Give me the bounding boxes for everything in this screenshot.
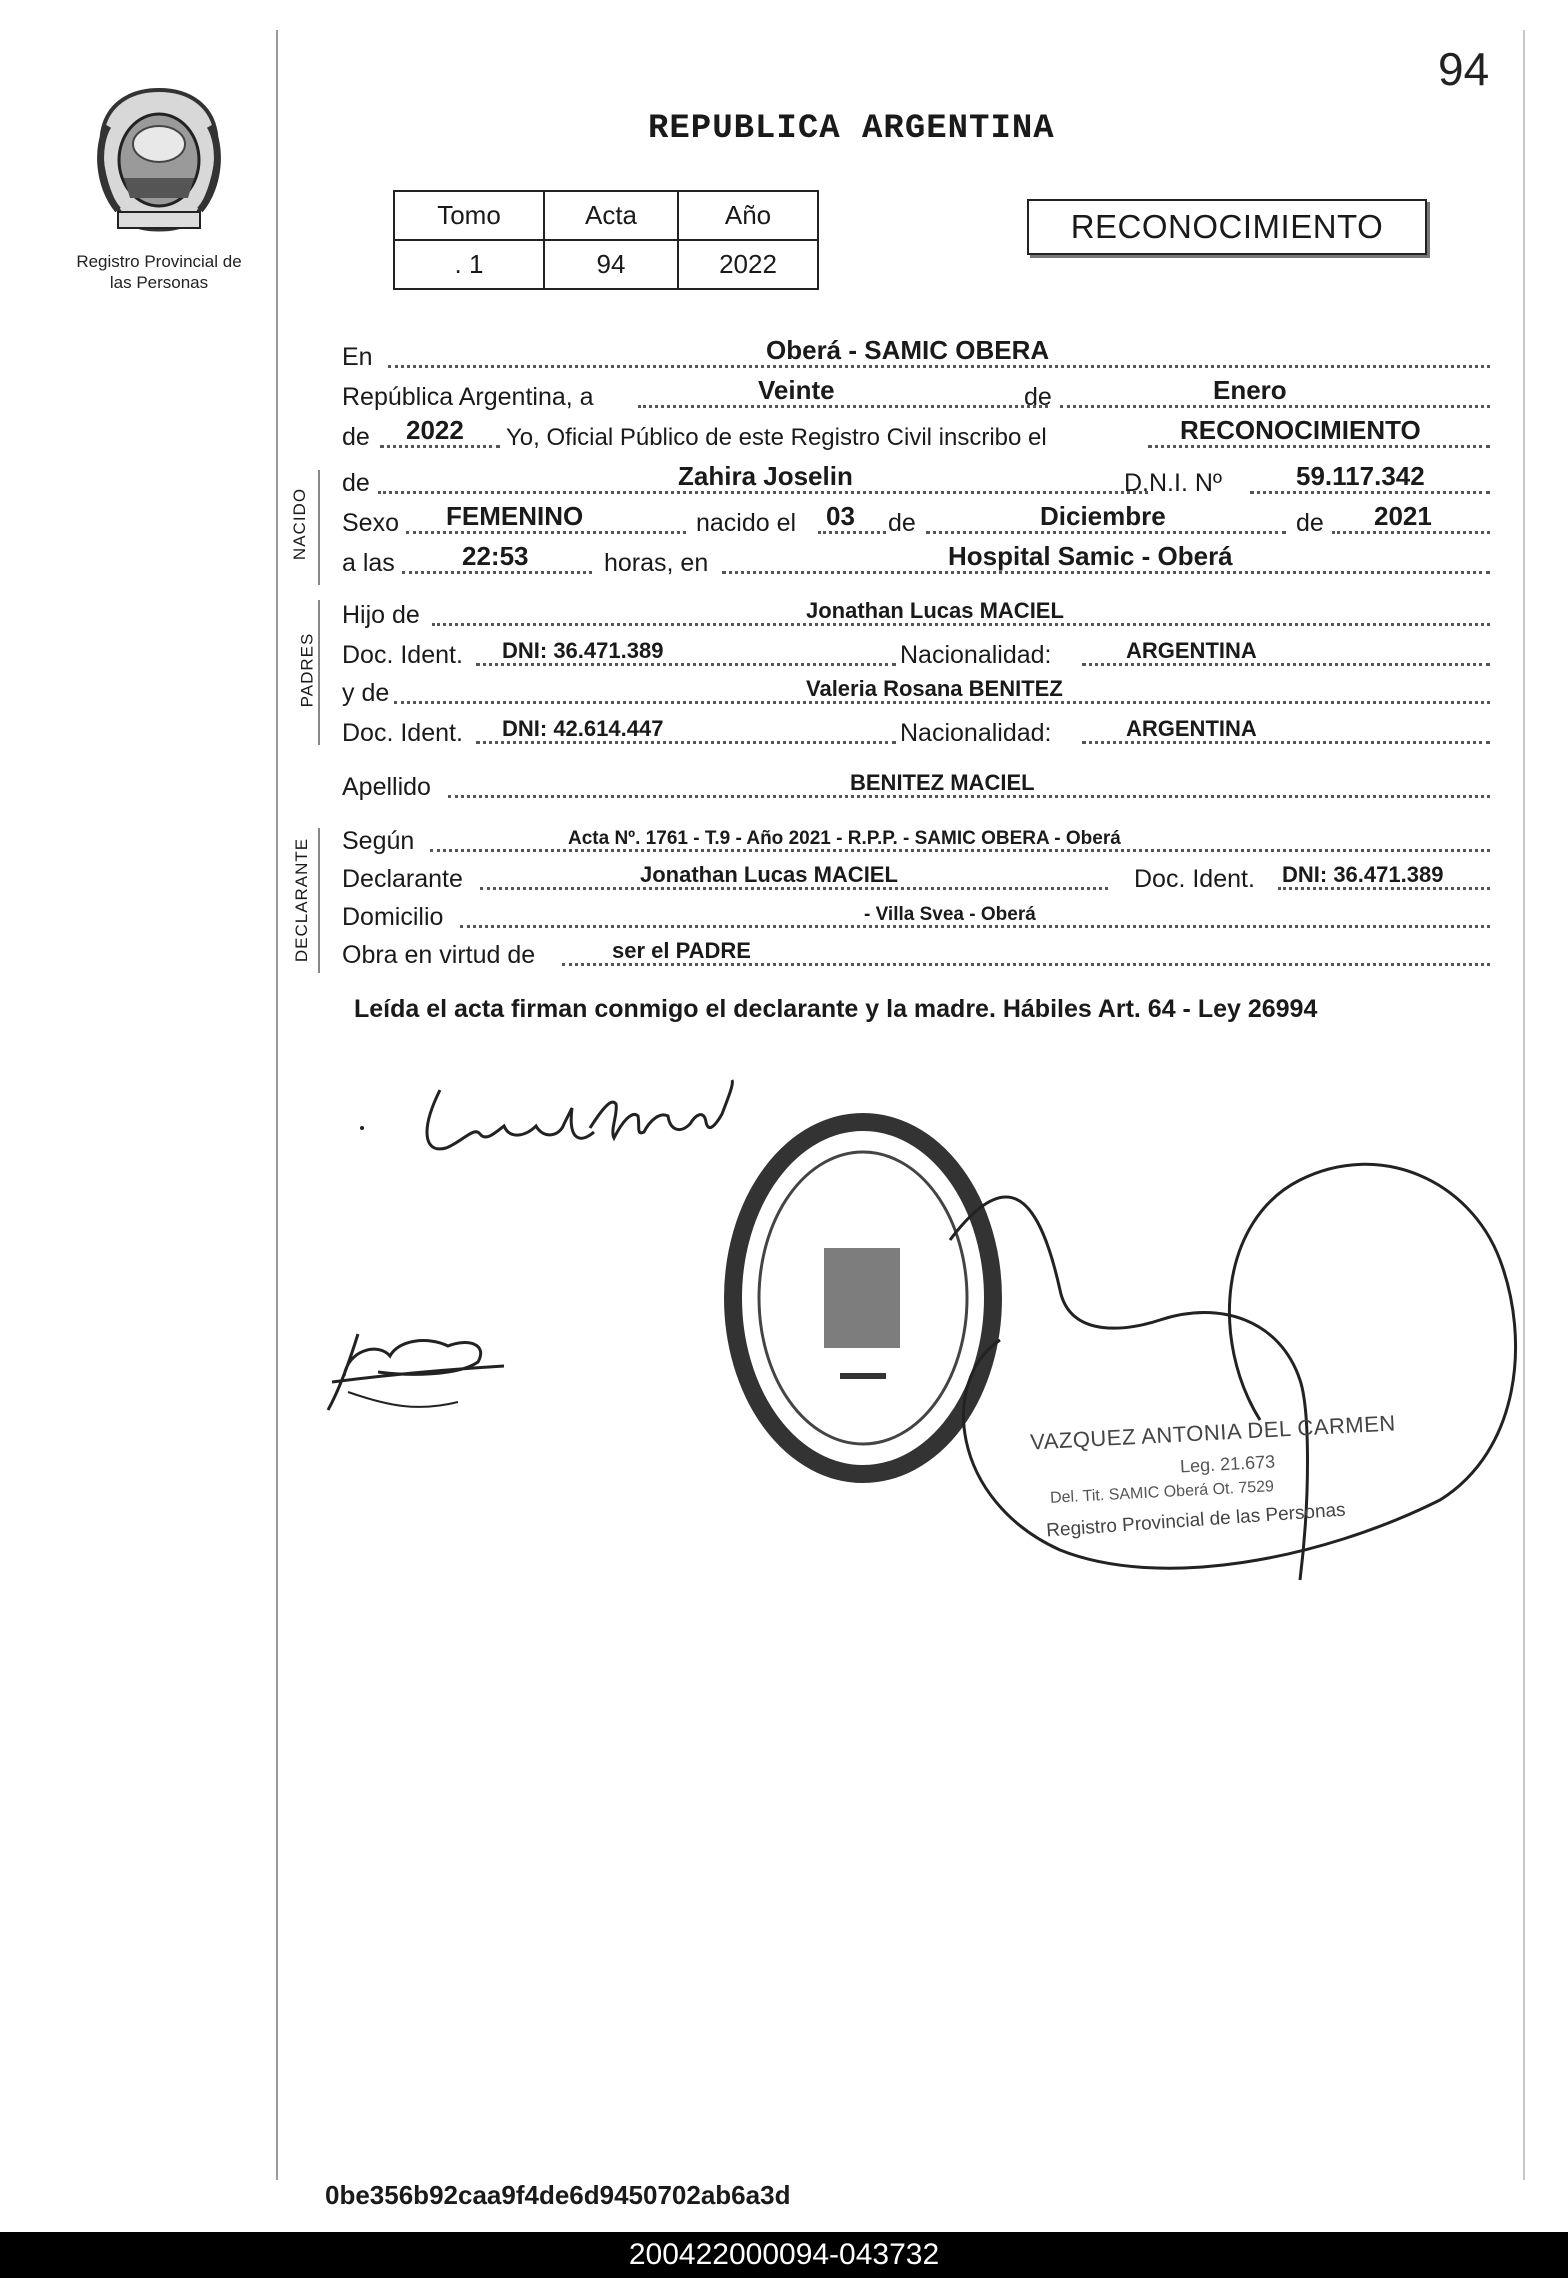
date-day: Veinte (758, 375, 835, 405)
field-label: Nacionalidad: (900, 719, 1052, 747)
table-header: Acta (544, 191, 678, 240)
mother-doc: DNI: 42.614.447 (502, 716, 664, 741)
date-line (338, 375, 1490, 414)
field-label: de (1024, 383, 1052, 411)
birth-month: Diciembre (1040, 501, 1166, 531)
field-label: de (342, 469, 370, 497)
field-label: Doc. Ident. (342, 641, 463, 669)
father-doc-line (338, 638, 1490, 672)
capacity-line (338, 938, 1490, 972)
child-dni: 59.117.342 (1296, 461, 1425, 491)
field-label: de (888, 509, 916, 537)
field-label: En (342, 343, 373, 371)
act-type: RECONOCIMIENTO (1180, 415, 1421, 445)
mother-name: Valeria Rosana BENITEZ (806, 676, 1063, 701)
document-type-box: RECONOCIMIENTO (1027, 199, 1427, 255)
nacido-name-line (338, 461, 1490, 500)
statement-text: Yo, Oficial Público de este Registro Civil inscribo el (506, 424, 1047, 451)
field-label: Doc. Ident. (1134, 865, 1255, 893)
declarante-label: DECLARANTE (292, 837, 312, 963)
declarante-bracket (318, 828, 320, 973)
declarant-line (338, 862, 1490, 896)
surname-line (338, 770, 1490, 804)
field-label: Domicilio (342, 903, 444, 931)
document-hash: 0be356b92caa9f4de6d9450702ab6a3d (325, 2180, 791, 2210)
padres-bracket (318, 600, 320, 745)
mother-doc-line (338, 716, 1490, 750)
segun-line (338, 824, 1490, 858)
left-margin-line (276, 30, 278, 2180)
table-cell: 94 (544, 240, 678, 289)
mother-line (338, 676, 1490, 710)
statement-line (338, 415, 1490, 454)
registry-name: Registro Provincial de las Personas (76, 252, 242, 292)
nacido-bracket (318, 470, 320, 585)
father-nationality: ARGENTINA (1126, 638, 1257, 663)
padres-label: PADRES (297, 632, 317, 708)
officer-stamp-leg: Leg. 21.673 (1179, 1451, 1276, 1477)
child-name: Zahira Joselin (678, 461, 853, 491)
place-line (338, 335, 1490, 374)
field-label: Nacionalidad: (900, 641, 1052, 669)
mother-nationality: ARGENTINA (1126, 716, 1257, 741)
date-month: Enero (1213, 375, 1287, 405)
date-year: 2022 (406, 415, 464, 445)
field-label: Según (342, 827, 415, 855)
table-cell: . 1 (394, 240, 544, 289)
page-number: 94 (1438, 43, 1490, 95)
table-header: Año (678, 191, 818, 240)
capacity-value: ser el PADRE (612, 938, 751, 963)
nacido-label: NACIDO (290, 487, 310, 561)
record-table (393, 190, 819, 290)
place-value: Oberá - SAMIC OBERA (766, 335, 1050, 365)
officer-stamp-role: Del. Tit. SAMIC Oberá Ot. 7529 (1049, 1478, 1275, 1507)
field-label: D.N.I. Nº (1124, 469, 1223, 497)
field-label: Hijo de (342, 601, 420, 629)
field-label: Apellido (342, 773, 431, 801)
surname-value: BENITEZ MACIEL (850, 770, 1035, 795)
father-line (338, 598, 1490, 632)
father-name: Jonathan Lucas MACIEL (806, 598, 1064, 623)
field-label: de (1296, 509, 1324, 537)
table-header: Tomo (394, 191, 544, 240)
birth-year: 2021 (1374, 501, 1432, 531)
declarant-name: Jonathan Lucas MACIEL (640, 862, 898, 887)
child-sex: FEMENINO (446, 501, 584, 531)
officer-signature-icon (920, 1080, 1540, 1620)
segun-value: Acta Nº. 1761 - T.9 - Año 2021 - R.P.P. - SAMIC OBERA - Oberá (568, 828, 1121, 849)
field-label: República Argentina, a (342, 383, 594, 411)
misiones-seal-icon (88, 86, 230, 236)
table-cell: 2022 (678, 240, 818, 289)
officer-stamp-registry: Registro Provincial de las Personas (1045, 1499, 1347, 1542)
officer-stamp-name: VAZQUEZ ANTONIA DEL CARMEN (1029, 1410, 1397, 1455)
birth-place: Hospital Samic - Oberá (948, 541, 1233, 571)
birth-time: 22:53 (462, 541, 529, 571)
field-label: Sexo (342, 509, 399, 537)
closing-statement: Leída el acta firman conmigo el declarante y la madre. Hábiles Art. 64 - Ley 26994 (354, 995, 1318, 1023)
page-title: REPUBLICA ARGENTINA (648, 110, 1055, 148)
field-label: Obra en virtud de (342, 941, 536, 969)
nacido-sex-line (338, 501, 1490, 540)
field-label: Doc. Ident. (342, 719, 463, 747)
field-label: nacido el (696, 509, 797, 537)
field-label: y de (342, 679, 390, 707)
mother-signature-icon (318, 1306, 518, 1426)
birth-day: 03 (826, 501, 855, 531)
declarant-doc: DNI: 36.471.389 (1282, 862, 1444, 887)
father-doc: DNI: 36.471.389 (502, 638, 664, 663)
nacido-time-line (338, 541, 1490, 580)
field-label: a las (342, 549, 395, 577)
footer-id: 200422000094-043732 (0, 2232, 1568, 2278)
domicile-line (338, 900, 1490, 934)
field-label: de (342, 423, 370, 451)
domicile-value: - Villa Svea - Oberá (864, 904, 1036, 925)
field-label: Declarante (342, 865, 463, 893)
field-label: horas, en (604, 549, 709, 577)
